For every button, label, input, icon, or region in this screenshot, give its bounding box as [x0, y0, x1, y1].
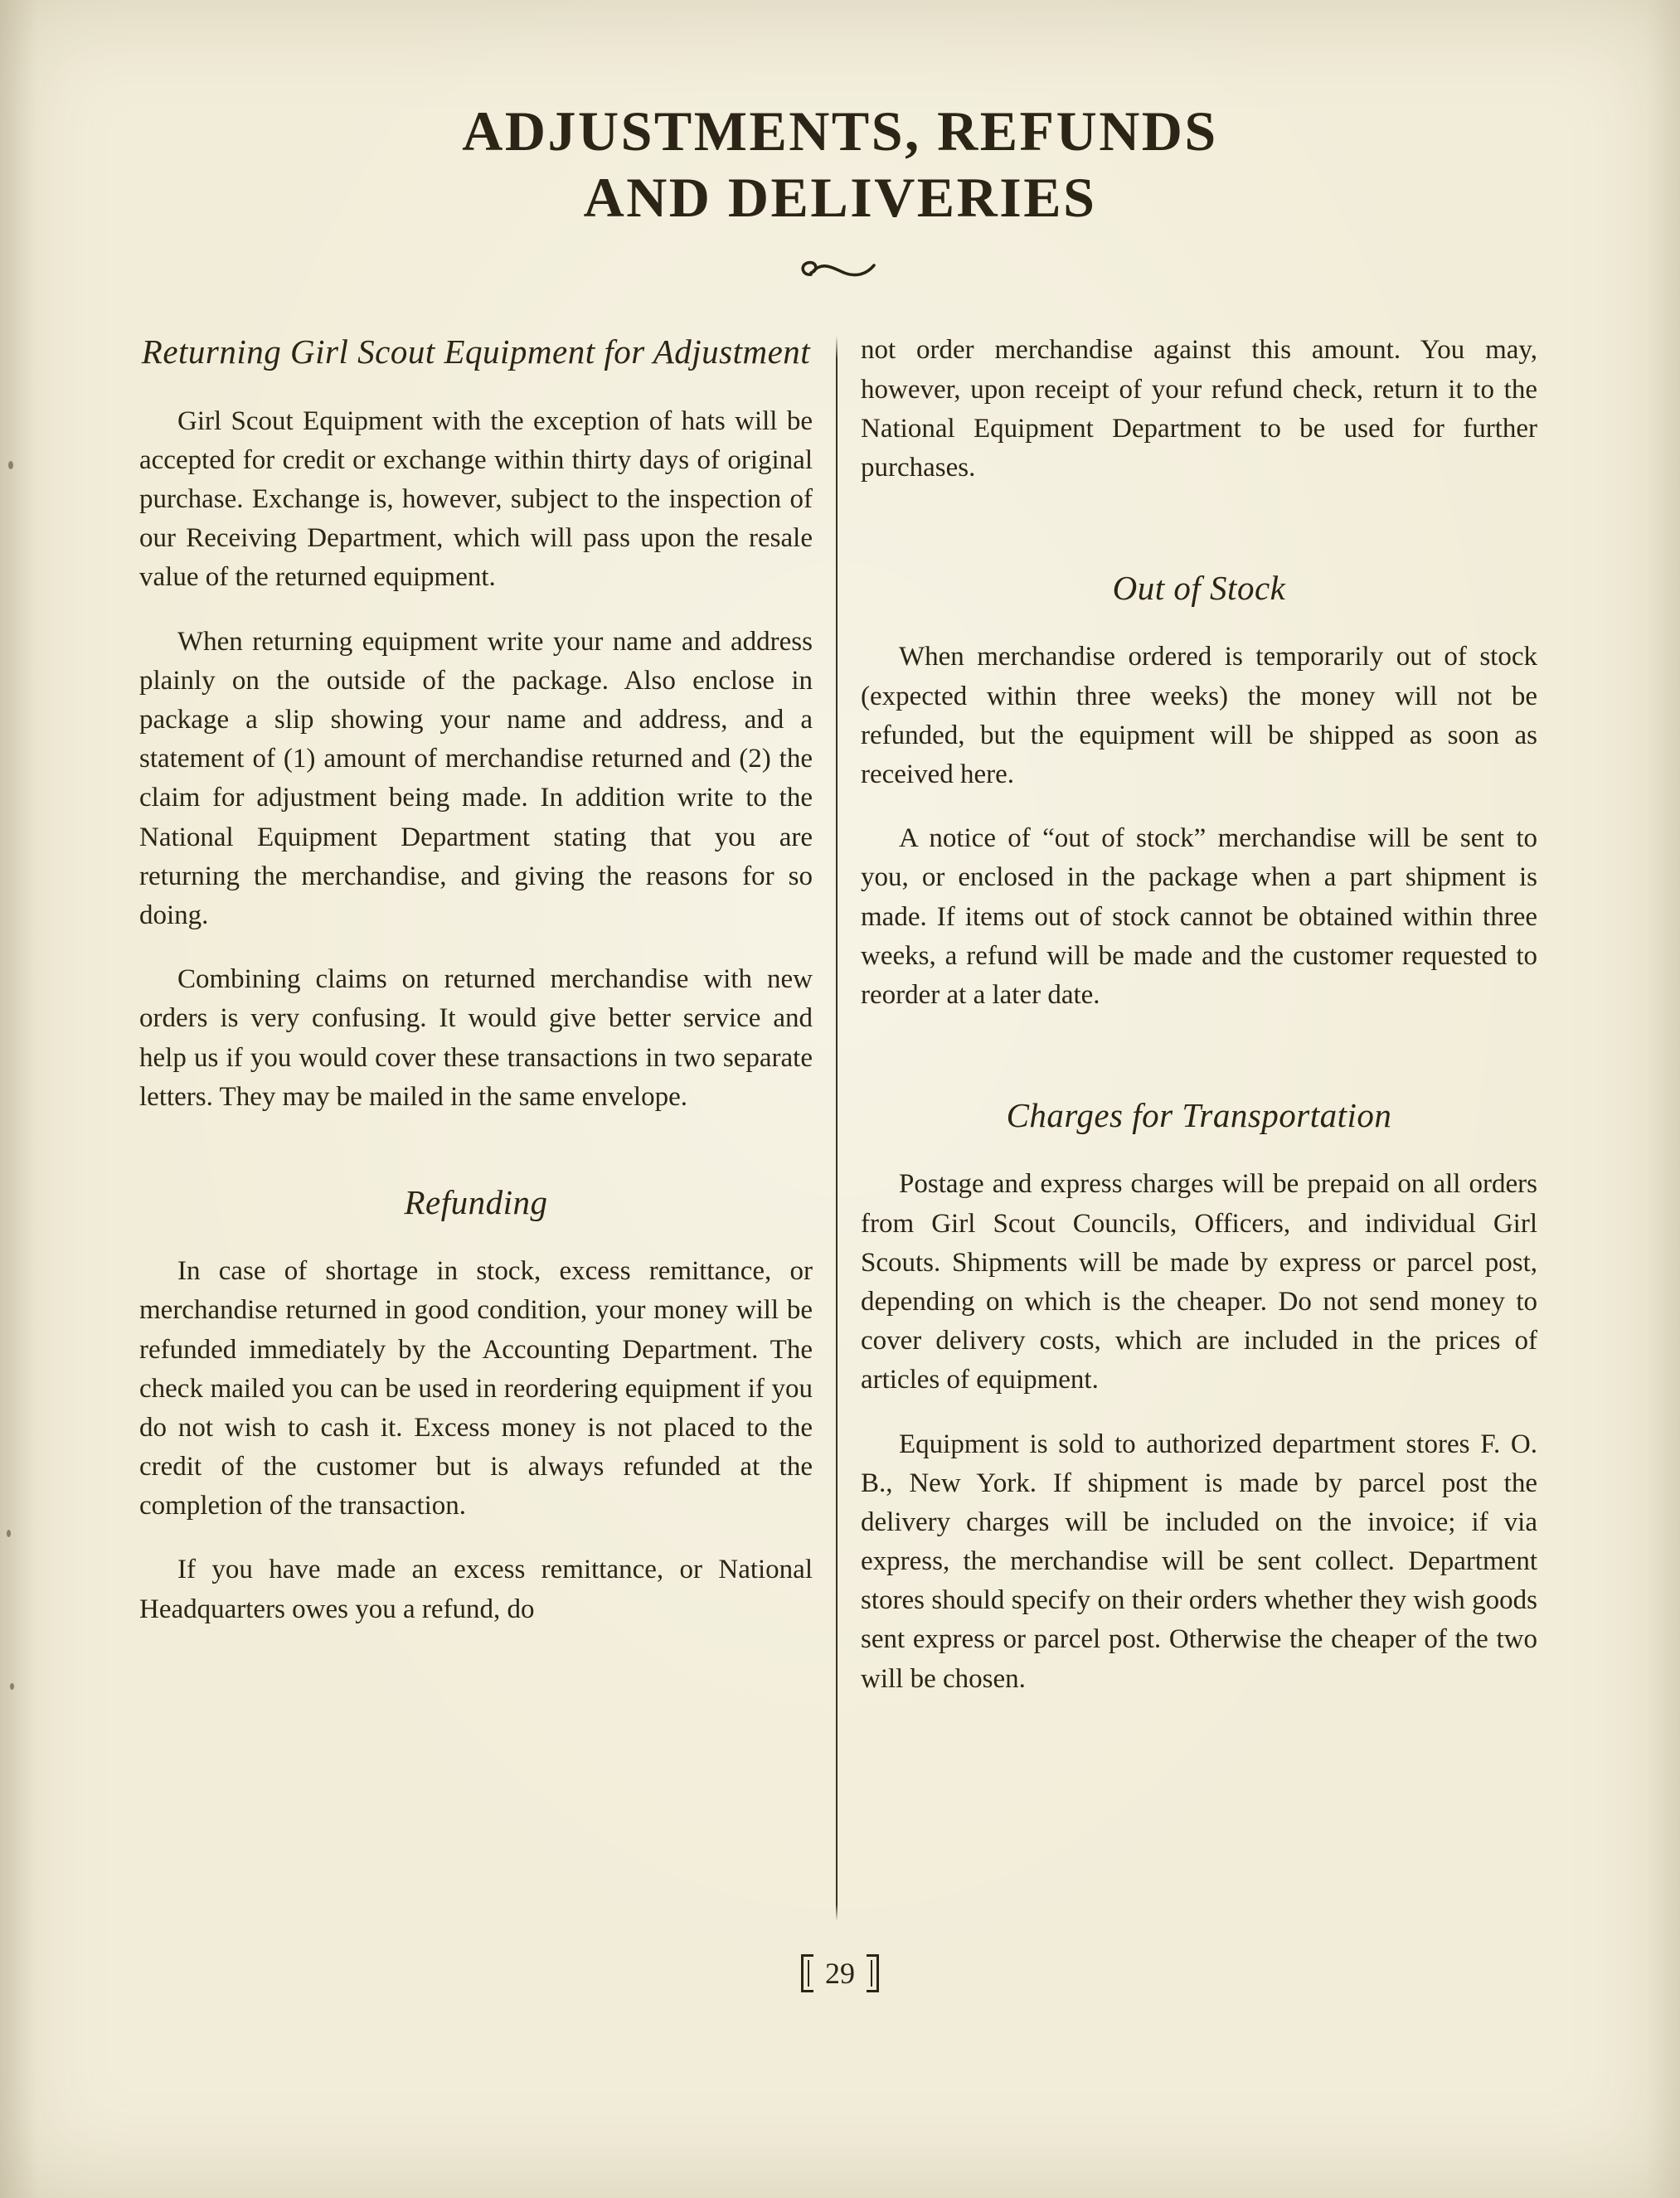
page-title-line1: ADJUSTMENTS, REFUNDS: [462, 99, 1218, 163]
page-number-value: 29: [825, 1957, 855, 1991]
paragraph: If you have made an excess remittance, or National Headquarters owes you a refund, do: [139, 1555, 813, 1624]
paragraph: When merchandise ordered is temporarily out of stock (expected within three weeks) the money will not be refunded, but the equipment will be shipped as soon as received here.: [861, 642, 1537, 790]
paragraph: In case of shortage in stock, excess remittance, or merchandise returned in good condition, your money will be refunded immediately by the Accounting Department. The check mailed you can be used in reordering equipment if you do not wish to cash it. Excess money is not placed to the credit of the customer but is always refunded at the completion of the transaction.: [139, 1256, 813, 1521]
scan-speck: [10, 1683, 14, 1690]
page-footer: [139, 1954, 1541, 1992]
section-heading-refunding: Refunding: [404, 1182, 548, 1221]
scan-speck: [7, 1530, 11, 1537]
scan-speck: [8, 461, 13, 469]
section-heading-out-of-stock: Out of Stock: [1112, 569, 1286, 608]
paragraph: Girl Scout Equipment with the exception of hats will be accepted for credit or exchange within thirty days of original purchase. Exchange is, however, subject to the inspection of our Receiving Department, which will pass upon the resale value of the returned equipment.: [139, 405, 813, 593]
right-column: [861, 331, 1537, 1921]
paragraph: When returning equipment write your name and address plainly on the outside of the package. Also enclose in package a slip showing your name and address, and a statement of (1) amount of merchandise returned and (2) the claim for adjustment being made. In addition write to the National Equipment Department stating that you are returning the merchandise, and giving the reasons for so doing.: [139, 626, 813, 930]
left-column: [139, 331, 813, 1921]
section-heading-returning: Returning Girl Scout Equipment for Adjustment: [141, 332, 811, 371]
paragraph-continuation: not order merchandise against this amount. You may, however, upon receipt of your refund check, return it to the National Equipment Department to be used for further purchases.: [861, 335, 1537, 483]
right-bracket-icon: [867, 1954, 879, 1992]
ornament-icon: [786, 252, 894, 294]
paragraph: Postage and express charges will be prepaid on all orders from Girl Scout Councils, Officers, and individual Girl Scouts. Shipments will be made by express or parcel post, depending on which is the cheaper. Do not send money to cover delivery costs, which are included in the prices of articles of equipment.: [861, 1169, 1537, 1395]
section-heading-charges: Charges for Transportation: [1006, 1096, 1392, 1135]
page-title: [139, 98, 1541, 230]
two-column-body: [139, 331, 1541, 1921]
page-title-line2: AND DELIVERIES: [583, 166, 1097, 230]
page-number: [801, 1954, 879, 1992]
page-header: [139, 98, 1541, 294]
paragraph: Combining claims on returned merchandise with new orders is very confusing. It would give better service and help us if you would cover these transactions in two separate letters. They may be mailed in the same envelope.: [139, 964, 813, 1112]
left-bracket-icon: [801, 1954, 813, 1992]
column-divider: [836, 336, 838, 1921]
paragraph: Equipment is sold to authorized department stores F. O. B., New York. If shipment is made by parcel post the delivery charges will be included on the invoice; if via express, the merchandise will be sent collect. Department stores should specify on their orders whether they wish goods sent express or parcel post. Otherwise the cheaper of the two will be chosen.: [861, 1429, 1537, 1694]
paragraph: A notice of “out of stock” merchandise will be sent to you, or enclosed in the package when a part shipment is made. If items out of stock cannot be obtained within three weeks, a refund will be made and the customer requested to reorder at a later date.: [861, 823, 1537, 1010]
